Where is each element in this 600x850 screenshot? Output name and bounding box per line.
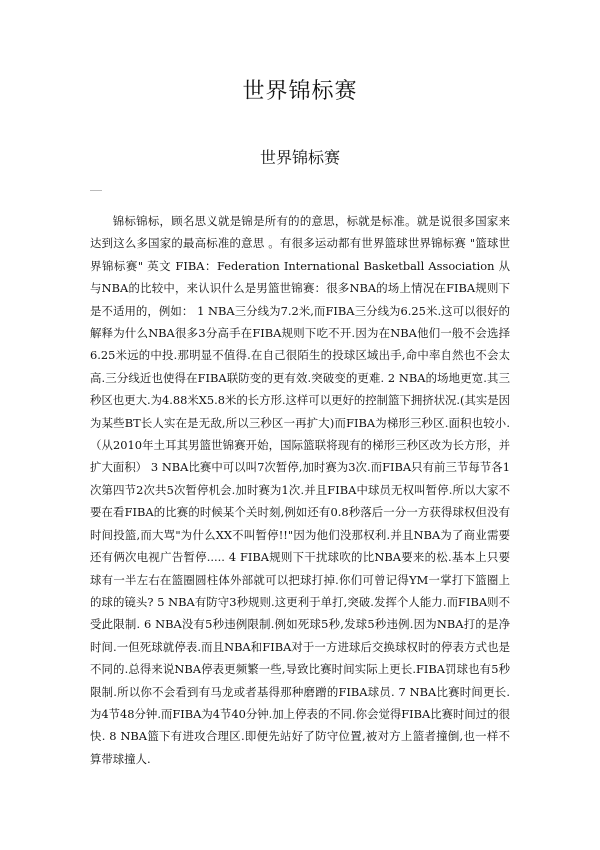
divider-mark xyxy=(90,190,102,191)
page-subtitle: 世界锦标赛 xyxy=(259,148,340,167)
page-title: 世界锦标赛 xyxy=(242,79,358,104)
body-paragraph: 锦标锦标，顾名思义就是锦是所有的的意思，标就是标准。就是说很多国家来达到这么多国家的最高标准的意思 。有很多运动都有世界篮球世界锦标赛 "篮球世界锦标赛" 英文 FIBA：Federation International Basketball Association 从与NBA的比较中，来认识什么是男篮世锦赛：很多NBA的场上情况在FIBA规则下是不适用的，例如： 1 NBA三分线为7.2米,而FIBA三分线为6.25米.这可以很好的解释为什么NBA很多3分高手在FIBA规则下吃不开.因为在NBA他们一般不会选择6.25米远的中投.那明显不值得.在自己很陌生的投球区域出手,命中率自然也不会太高.三分线近也使得在FIBA联防变的更有效.突破变的更难. 2 NBA的场地更宽.其三秒区也更大.为4.88米X5.8米的长方形.这样可以更好的控制篮下拥挤状况.(其实是因为某些BT长人实在是无敌,所以三秒区一再扩大)而FIBA为梯形三秒区.面积也较小. （从2010年土耳其男篮世锦赛开始，国际篮联将现有的梯形三秒区改为长方形，并扩大面积） 3 NBA比赛中可以叫7次暂停,加时赛为3次.而FIBA只有前三节每节各1次第四节2次共5次暂停机会.加时赛为1次.并且FIBA中球员无权叫暂停.所以大家不要在看FIBA的比赛的时候某个关时刻,例如还有0.8秒落后一分一方获得球权但没有时间投篮,而大骂"为什么XX不叫暂停!!"因为他们没那权利.并且NBA为了商业需要还有俩次电视广告暂停..... 4 FIBA规则下干扰球吹的比NBA要来的松.基本上只要球有一半左右在篮圈圆柱体外部就可以把球打掉.你们可曾记得YM一掌打下篮圈上的球的镜头? 5 NBA有防守3秒规则.这更利于单打,突破.发挥个人能力.而FIBA则不受此限制. 6 NBA没有5秒违例限制.例如死球5秒,发球5秒违例.因为NBA打的是净时间.一但死球就停表.而且NBA和FIBA对于一方进球后交换球权时的停表方式也是不同的.总得来说NBA停表更频繁一些,导致比赛时间实际上更长.FIBA罚球也有5秒限制.所以你不会看到有马龙或者基得那种磨蹭的FIBA球员. 7 NBA比赛时间更长.为4节48分钟.而FIBA为4节40分钟.加上停表的不同.你会觉得FIBA比赛时间过的很快. 8 NBA篮下有进攻合理区.即便先站好了防守位置,被对方上篮者撞倒,也一样不算带球撞人. xyxy=(90,214,511,766)
